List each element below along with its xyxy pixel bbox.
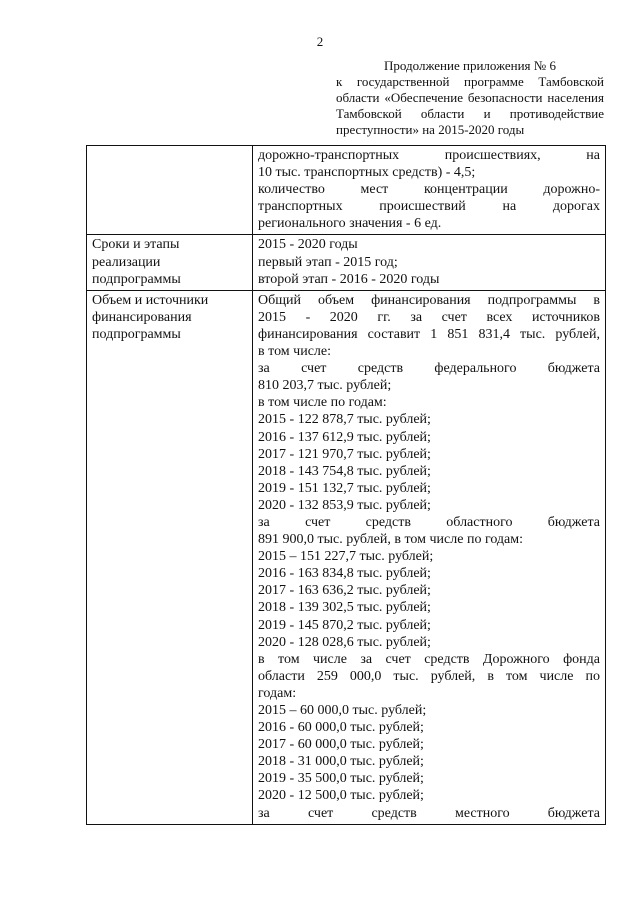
row-content-line: 2018 - 139 302,5 тыс. рублей; xyxy=(258,600,431,616)
row-label-line: Объем и источники xyxy=(92,292,209,308)
row-content-line: Общий объем финансирования подпрограммы в xyxy=(258,292,600,308)
row-content-line: 2020 - 132 853,9 тыс. рублей; xyxy=(258,497,431,513)
row-content-line: 2015 – 60 000,0 тыс. рублей; xyxy=(258,703,427,718)
row-content-line: финансирования составит 1 851 831,4 тыс. рублей, xyxy=(258,326,600,342)
row-content-line: в том числе: xyxy=(258,344,332,360)
row-content-line: 2015 - 2020 годы xyxy=(258,237,358,253)
row-content-line: транспортных происшествий на дорогах xyxy=(258,199,600,215)
row-label-cell xyxy=(87,290,253,824)
row-content-line: 2019 - 35 500,0 тыс. рублей; xyxy=(258,771,424,787)
row-content-line: 2015 – 151 227,7 тыс. рублей; xyxy=(258,549,434,565)
row-content-line: 2015 - 122 878,7 тыс. рублей; xyxy=(258,412,431,428)
row-content-line: 2019 - 145 870,2 тыс. рублей; xyxy=(258,617,431,633)
row-content-line: 2017 - 121 970,7 тыс. рублей; xyxy=(258,446,431,462)
row-content-line: первый этап - 2015 год; xyxy=(258,254,398,270)
subprogram-passport-table xyxy=(86,145,606,825)
row-content-line: годам: xyxy=(258,685,297,701)
table-row xyxy=(87,290,606,824)
row-content-line: области 259 000,0 тыс. рублей, в том числе по xyxy=(258,668,600,684)
row-label-cell xyxy=(87,146,253,235)
row-content-line: за счет средств федерального бюджета xyxy=(258,361,600,377)
appendix-line: Продолжение приложения № 6 xyxy=(384,58,556,73)
row-content-line: 2020 - 12 500,0 тыс. рублей; xyxy=(258,788,424,804)
appendix-line: Тамбовской области и противодействие xyxy=(336,106,604,121)
row-content-line: 2016 - 137 612,9 тыс. рублей; xyxy=(258,429,431,445)
table-row xyxy=(87,146,606,235)
row-content-line: 2018 - 31 000,0 тыс. рублей; xyxy=(258,754,424,770)
appendix-line: к государственной программе Тамбовской xyxy=(336,74,604,89)
page-number: 2 xyxy=(316,34,324,49)
row-content-line: дорожно-транспортных происшествиях, на xyxy=(258,148,600,163)
row-content-line: 2017 - 163 636,2 тыс. рублей; xyxy=(258,583,431,599)
row-content-line: 2016 - 163 834,8 тыс. рублей; xyxy=(258,566,431,582)
row-label-line: реализации xyxy=(92,254,161,270)
row-content-line: регионального значения - 6 ед. xyxy=(258,216,442,232)
row-label-line: подпрограммы xyxy=(92,326,181,342)
row-content-cell xyxy=(253,235,606,290)
table-body xyxy=(87,146,606,825)
row-content-line: 2019 - 151 132,7 тыс. рублей; xyxy=(258,480,431,496)
row-content-line: 2020 - 128 028,6 тыс. рублей; xyxy=(258,634,431,650)
row-content-line: за счет средств областного бюджета xyxy=(258,514,600,530)
row-content-line: 10 тыс. транспортных средств) - 4,5; xyxy=(258,165,476,181)
row-label-line: Сроки и этапы xyxy=(92,237,180,253)
row-label-line: подпрограммы xyxy=(92,271,181,287)
row-content-line: 891 900,0 тыс. рублей, в том числе по годам: xyxy=(258,532,524,548)
row-content-line: 2015 - 2020 гг. за счет всех источников xyxy=(258,309,600,325)
row-content-cell xyxy=(253,146,606,235)
row-content-line: в том числе по годам: xyxy=(258,395,387,411)
row-content-line: 810 203,7 тыс. рублей; xyxy=(258,378,392,394)
row-content-line: 2018 - 143 754,8 тыс. рублей; xyxy=(258,463,431,479)
appendix-line: преступности» на 2015-2020 годы xyxy=(336,122,525,137)
row-label-cell xyxy=(87,235,253,290)
row-content-line: 2016 - 60 000,0 тыс. рублей; xyxy=(258,720,424,736)
row-content-line: количество мест концентрации дорожно- xyxy=(258,182,600,198)
appendix-header xyxy=(336,58,604,138)
appendix-line: области «Обеспечение безопасности населения xyxy=(336,90,604,105)
row-content-line: 2017 - 60 000,0 тыс. рублей; xyxy=(258,737,424,753)
row-label-line: финансирования xyxy=(92,309,192,325)
row-content-line: в том числе за счет средств Дорожного фонда xyxy=(258,651,600,667)
row-content-line: за счет средств местного бюджета xyxy=(258,805,600,821)
table-row xyxy=(87,235,606,290)
row-content-line: второй этап - 2016 - 2020 годы xyxy=(258,271,440,287)
row-content-cell xyxy=(253,290,606,824)
